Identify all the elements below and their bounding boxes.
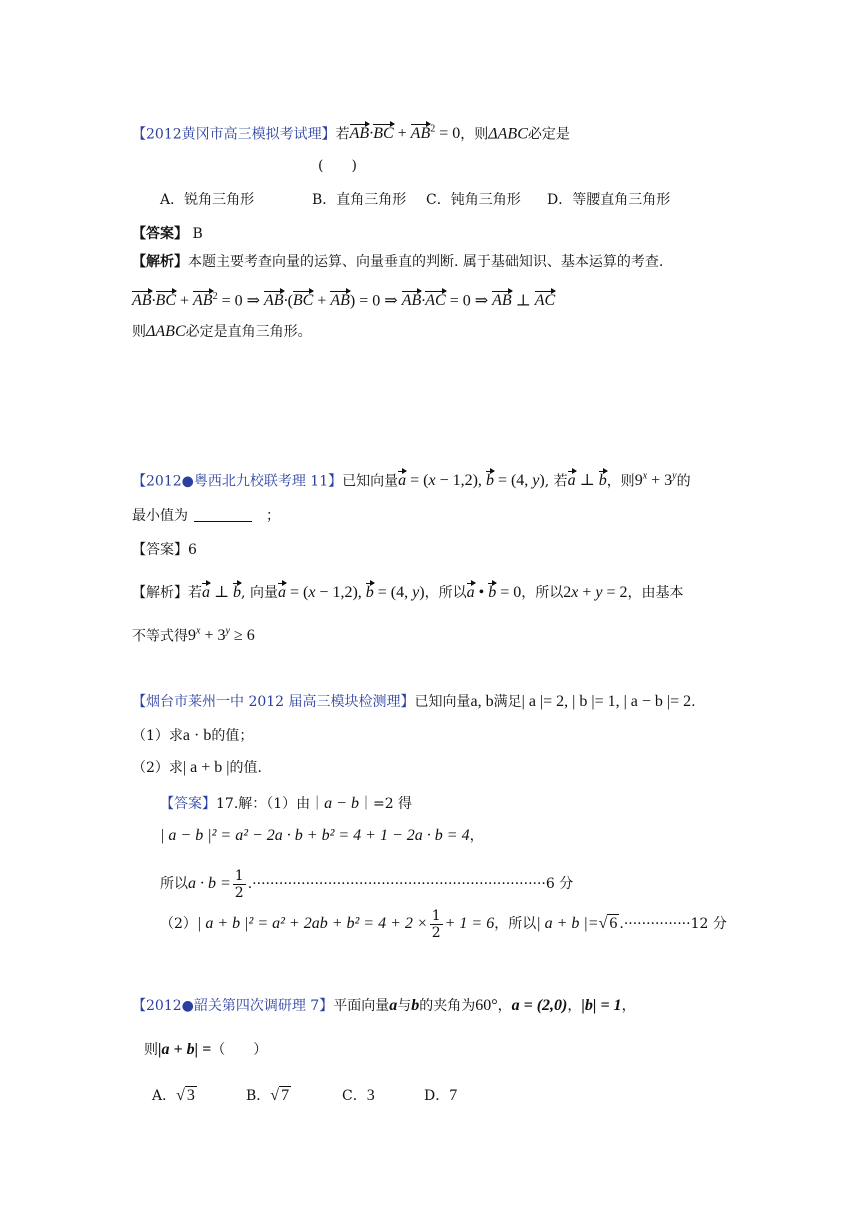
q3-step2-num: 1 bbox=[234, 867, 244, 884]
q2-analysis-t2: ，所以 bbox=[424, 585, 467, 601]
q3-answer-intro: 17.解：（1）由｜ bbox=[216, 796, 325, 812]
q2-analysis-t1: , 向量 bbox=[241, 585, 278, 601]
q4-stem-mid: 与 bbox=[397, 998, 412, 1014]
q2-source: 【2012●粤西北九校联考理 11】 bbox=[132, 473, 343, 490]
q4-option-c-value: 3 bbox=[366, 1087, 375, 1104]
q3-step3-root: 6 bbox=[609, 915, 618, 932]
q4-line2-math: |a + b| = bbox=[158, 1041, 212, 1058]
q1-answer-label: 【答案】 bbox=[132, 226, 188, 242]
q3-stem-mid: 满足 bbox=[493, 694, 522, 710]
q3-answer-label: 【答案】 bbox=[160, 796, 216, 812]
q2-stem bbox=[132, 467, 691, 491]
q2-stem-pre: 已知向量 bbox=[342, 473, 399, 490]
q2-stem-line2-text: 最小值为 bbox=[132, 508, 188, 524]
q4-option-b-label: B． bbox=[246, 1088, 271, 1104]
q3-answer-intro-post: ｜=2 得 bbox=[358, 796, 413, 812]
q3-stem-pre: 已知向量 bbox=[414, 694, 471, 710]
q1-stem bbox=[132, 120, 570, 144]
q2-analysis-label: 【解析】 bbox=[132, 585, 188, 601]
q4-option-d bbox=[424, 1086, 457, 1106]
q1-option-c: C．钝角三角形 bbox=[426, 192, 521, 208]
q3-part1-pre: （1）求 bbox=[132, 728, 183, 744]
q3-step3 bbox=[160, 906, 727, 942]
q3-step1 bbox=[160, 826, 484, 846]
q4-stem-angle: 60° bbox=[475, 997, 498, 1014]
q4-option-d-label: D． bbox=[424, 1088, 450, 1104]
q1-analysis-text: 本题主要考查向量的运算、向量垂直的判断. 属于基础知识、基本运算的考查. bbox=[188, 254, 664, 270]
q1-conclusion-math: ΔABC bbox=[146, 323, 186, 340]
q4-option-d-value: 7 bbox=[449, 1087, 458, 1104]
q3-part1-post: 的值； bbox=[211, 728, 254, 744]
q2-stem-math3: $9^x + 3^y$ bbox=[634, 471, 677, 490]
q1-conclusion-post: 必定是直角三角形。 bbox=[185, 324, 312, 340]
q3-source: 【烟台市莱州一中 2012 届高三模块检测理】 bbox=[132, 694, 415, 710]
q1-paren: ( ) bbox=[318, 158, 357, 174]
q1-stem-math2: ΔABC bbox=[488, 125, 528, 143]
q3-part2-pre: （2）求 bbox=[132, 760, 183, 776]
q3-step3-pre: （2） bbox=[160, 916, 197, 932]
q1-conclusion bbox=[132, 322, 312, 342]
q4-line2-pre: 则 bbox=[144, 1042, 158, 1058]
q2-stem-line2 bbox=[132, 506, 280, 526]
q3-stem-post: . bbox=[691, 694, 696, 710]
q4-option-a-root: 3 bbox=[186, 1087, 195, 1104]
q1-stem-post: 必定是 bbox=[527, 126, 570, 143]
q4-stem bbox=[132, 996, 636, 1016]
q3-step3-dots: .··············· bbox=[619, 916, 691, 932]
q4-stem-sep2: ， bbox=[567, 998, 582, 1014]
q3-step3-score: 12 分 bbox=[690, 916, 727, 932]
q4-stem-sep: ， bbox=[497, 998, 512, 1014]
q3-answer-intro-math: a − b bbox=[324, 795, 359, 812]
q2-stem-mid: , 若 bbox=[544, 473, 568, 490]
q3-step3-sqrt: √ 6 bbox=[598, 915, 618, 932]
q3-step3-math: | a + b |² = a² + 2ab + b² = 4 + 2 × bbox=[196, 915, 428, 932]
q1-option-d: D．等腰直角三角形 bbox=[547, 192, 671, 208]
q3-stem bbox=[132, 692, 696, 712]
q3-step3-math3: | a + b |= bbox=[536, 915, 599, 932]
q2-analysis-math4: 2x + y = 2 bbox=[563, 584, 628, 601]
q3-step3-num: 1 bbox=[431, 907, 441, 924]
q4-option-a-sqrt: √ 3 bbox=[176, 1087, 195, 1104]
q4-option-c-label: C． bbox=[342, 1088, 367, 1104]
q2-stem-math: a = (x − 1,2), b = (4, y) bbox=[398, 472, 545, 490]
q2-analysis bbox=[132, 583, 684, 603]
q3-step2-pre: 所以 bbox=[160, 876, 188, 892]
q3-step2 bbox=[160, 866, 573, 902]
q3-part2-post: 的值. bbox=[229, 760, 262, 776]
q4-option-a bbox=[152, 1086, 197, 1106]
q1-stem-math: $AB\cdot BC + AB^2 = 0$ bbox=[349, 124, 461, 143]
q4-line2-paren: （ ） bbox=[211, 1042, 268, 1058]
q3-step2-score: 6 分 bbox=[545, 876, 574, 892]
q4-stem-pre: 平面向量 bbox=[333, 998, 390, 1014]
q4-stem-math2: |b| = 1 bbox=[581, 997, 622, 1014]
q2-answer-label: 【答案】 bbox=[132, 542, 188, 558]
q3-part1-math: a · b bbox=[182, 727, 212, 744]
q4-stem-mid2: 的夹角为 bbox=[419, 998, 476, 1014]
q3-part2 bbox=[132, 758, 262, 778]
q4-option-b bbox=[246, 1086, 291, 1106]
q1-derivation: $AB\cdot BC + AB^2 = 0$ ⇒ AB·(BC + AB) = 0 ⇒ AB·AC = 0 ⇒ AB ⊥ AC bbox=[132, 291, 556, 310]
q2-stem-mid2: ，则 bbox=[606, 473, 635, 490]
q4-option-b-root: 7 bbox=[281, 1087, 290, 1104]
q3-step2-dots: .·································································· bbox=[247, 876, 546, 892]
q1-analysis bbox=[132, 252, 663, 272]
q3-stem-math2: | a |= 2, | b |= 1, | a − b |= 2 bbox=[521, 693, 692, 710]
q3-step1-math: | a − b |² = a² − 2a · b + b² = 4 + 1 − 2a · b = 4 bbox=[160, 827, 470, 844]
q3-step3-math2: + 1 = 6 bbox=[444, 915, 495, 932]
q1-conclusion-pre: 则 bbox=[132, 324, 146, 340]
q2-answer-blank[interactable] bbox=[194, 507, 252, 522]
q2-stem-math2: a ⊥ b bbox=[567, 472, 607, 490]
q1-answer-value: B bbox=[192, 226, 203, 242]
q1-option-b: B．直角三角形 bbox=[312, 192, 407, 208]
q1-option-a: A．锐角三角形 bbox=[160, 192, 255, 208]
q3-step1-post: ， bbox=[469, 828, 484, 844]
q4-stem-post: ， bbox=[621, 998, 636, 1014]
q4-stem-math: a = (2,0) bbox=[511, 997, 568, 1014]
q4-option-b-sqrt: √ 7 bbox=[270, 1087, 290, 1104]
q3-part1 bbox=[132, 726, 253, 746]
q4-option-a-label: A． bbox=[152, 1088, 177, 1104]
q3-answer bbox=[160, 794, 412, 814]
q2-analysis-math5: $9^x + 3^y \ge 6$ bbox=[188, 626, 255, 645]
q3-step3-mid: ，所以 bbox=[494, 916, 537, 932]
q1-analysis-label: 【解析】 bbox=[132, 254, 188, 270]
q2-analysis-line2 bbox=[132, 622, 255, 646]
q2-analysis-t3: ，所以 bbox=[521, 585, 564, 601]
q4-stem-a: a bbox=[389, 997, 398, 1014]
q2-analysis-math1: a ⊥ b bbox=[202, 584, 242, 601]
q2-analysis-t4: ，由基本 bbox=[627, 585, 684, 601]
q4-source: 【2012●韶关第四次调研理 7】 bbox=[132, 998, 334, 1014]
q4-stem-b: b bbox=[411, 997, 420, 1014]
q2-analysis-math3: a • b = 0 bbox=[466, 584, 522, 601]
q2-stem-post: 的 bbox=[676, 473, 691, 490]
q1-stem-mid: ，则 bbox=[460, 126, 489, 143]
q2-analysis-math2: a = (x − 1,2), b = (4, y) bbox=[277, 584, 425, 601]
q3-step2-fraction bbox=[233, 868, 246, 901]
q2-stem-line2-end: ； bbox=[266, 508, 280, 524]
q3-step3-den: 2 bbox=[431, 924, 441, 941]
q2-analysis-pre: 若 bbox=[188, 585, 202, 601]
q4-line2 bbox=[144, 1040, 267, 1060]
q1-answer bbox=[132, 224, 203, 244]
q3-step2-den: 2 bbox=[234, 884, 244, 901]
q1-source: 【2012黄冈市高三模拟考试理】 bbox=[132, 126, 336, 143]
q3-part2-math: | a + b | bbox=[182, 759, 230, 776]
q1-stem-pre: 若 bbox=[335, 126, 350, 143]
q4-option-c bbox=[342, 1086, 375, 1106]
q2-answer-value: 6 bbox=[188, 542, 197, 558]
q3-stem-math: a, b bbox=[470, 693, 494, 710]
q2-analysis-line2-text: 不等式得 bbox=[132, 628, 188, 645]
q2-answer bbox=[132, 540, 197, 560]
q3-step2-math: a · b = bbox=[188, 875, 231, 892]
q3-step3-fraction bbox=[430, 908, 443, 941]
